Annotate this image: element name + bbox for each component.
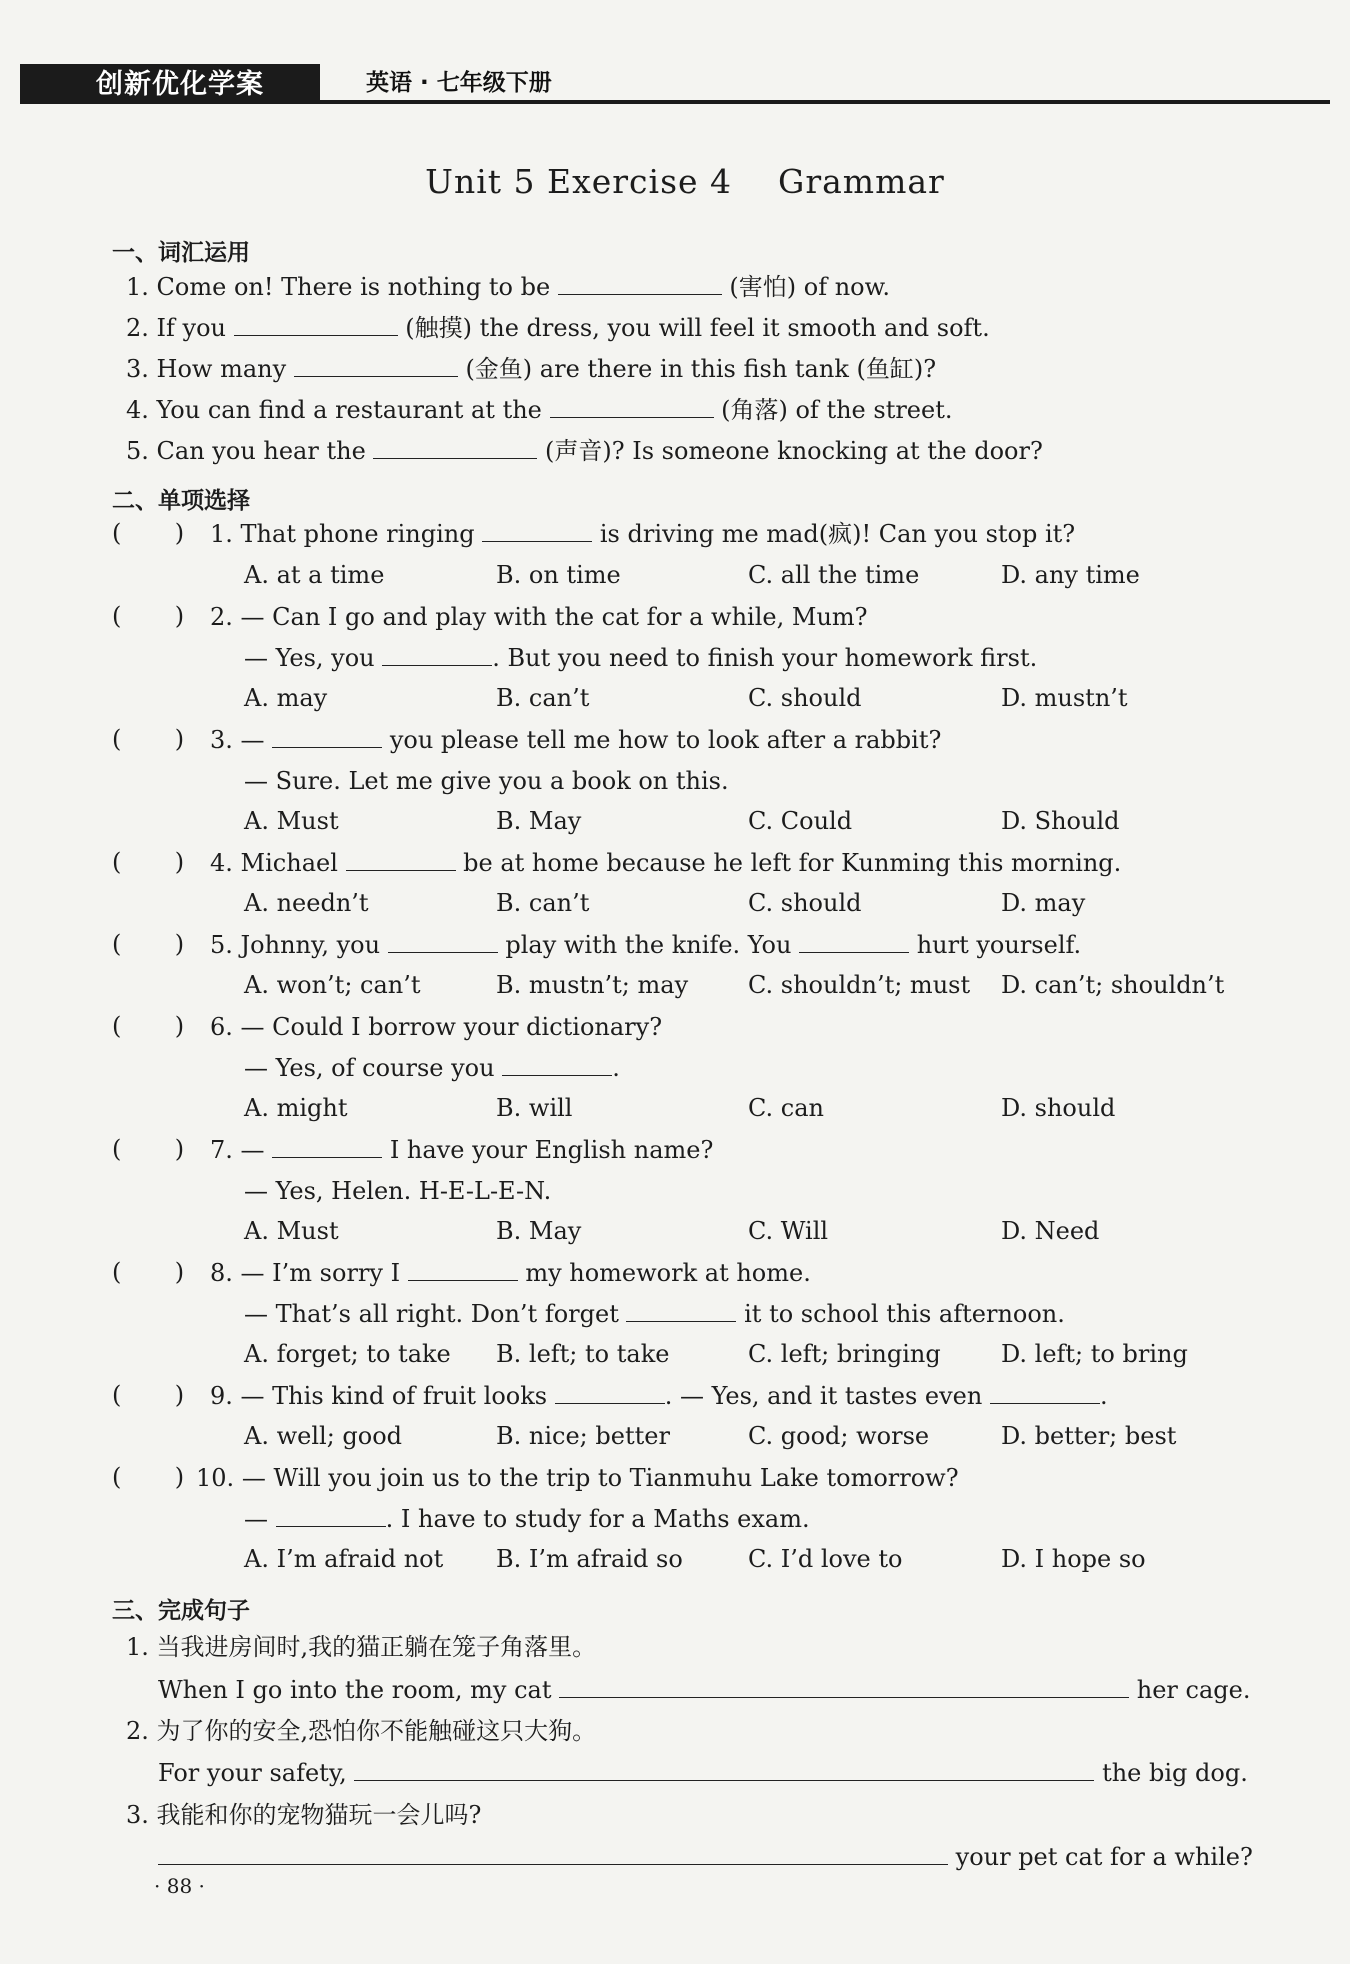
option[interactable]: D. Should [1001, 807, 1120, 835]
choice-q6-line2: — Yes, of course you . [244, 1054, 620, 1082]
option[interactable]: B. on time [496, 561, 621, 589]
option[interactable]: A. needn’t [244, 889, 369, 917]
complete-item-1-en: When I go into the room, my cat her cage. [158, 1676, 1251, 1704]
answer-paren[interactable]: ( ) [112, 519, 185, 547]
option[interactable]: C. Could [748, 807, 853, 835]
option[interactable]: D. may [1001, 889, 1086, 917]
option[interactable]: C. all the time [748, 561, 920, 589]
subject-label: 英语 · 七年级下册 [366, 70, 552, 96]
answer-paren[interactable]: ( ) [112, 1381, 185, 1409]
option[interactable]: C. should [748, 889, 862, 917]
page-title: Unit 5 Exercise 4 Grammar [425, 162, 945, 201]
complete-item-3-cn: 3. 我能和你的宠物猫玩一会儿吗? [126, 1801, 482, 1829]
complete-item-2-cn: 2. 为了你的安全,恐怕你不能触碰这只大狗。 [126, 1717, 597, 1745]
option[interactable]: D. left; to bring [1001, 1340, 1188, 1368]
complete-item-2-en: For your safety, the big dog. [158, 1759, 1248, 1787]
option[interactable]: B. May [496, 807, 582, 835]
choice-q3-line1: 3. — you please tell me how to look after a rabbit? [210, 726, 942, 754]
answer-paren[interactable]: ( ) [112, 1012, 185, 1040]
choice-q8-line1: 8. — I’m sorry I my homework at home. [210, 1259, 811, 1287]
brand-logo: 创新优化学案 [96, 69, 264, 100]
choice-q2-line2: — Yes, you . But you need to finish your homework first. [244, 644, 1038, 672]
answer-blank[interactable] [158, 1842, 948, 1865]
option[interactable]: A. won’t; can’t [244, 971, 421, 999]
choice-q8-line2: — That’s all right. Don’t forget it to school this afternoon. [244, 1300, 1065, 1328]
section-heading-complete: 三、完成句子 [112, 1598, 250, 1624]
option[interactable]: A. Must [244, 1217, 339, 1245]
choice-q4: 4. Michael be at home because he left for Kunming this morning. [210, 849, 1122, 877]
option[interactable]: D. can’t; shouldn’t [1001, 971, 1225, 999]
answer-blank[interactable] [559, 1675, 1129, 1698]
answer-blank[interactable] [354, 1758, 1094, 1781]
option[interactable]: B. I’m afraid so [496, 1545, 683, 1573]
choice-q9: 9. — This kind of fruit looks . — Yes, and it tastes even . [210, 1382, 1108, 1410]
answer-paren[interactable]: ( ) [112, 725, 185, 753]
complete-item-3-en: your pet cat for a while? [158, 1842, 1253, 1872]
choice-q3-line2: — Sure. Let me give you a book on this. [244, 767, 729, 795]
option[interactable]: A. at a time [244, 561, 385, 589]
option[interactable]: D. mustn’t [1001, 684, 1128, 712]
option[interactable]: A. forget; to take [244, 1340, 451, 1368]
option[interactable]: D. better; best [1001, 1422, 1177, 1450]
option[interactable]: A. well; good [244, 1422, 403, 1450]
option[interactable]: C. Will [748, 1217, 829, 1245]
answer-blank[interactable] [373, 436, 537, 459]
answer-paren[interactable]: ( ) [112, 1258, 185, 1286]
page-number: · 88 · [154, 1874, 205, 1898]
vocab-item-5: 5. Can you hear the (声音)? Is someone knocking at the door? [126, 437, 1043, 465]
choice-q1: 1. That phone ringing is driving me mad(疯)! Can you stop it? [210, 520, 1076, 548]
option[interactable]: C. shouldn’t; must [748, 971, 971, 999]
option[interactable]: A. may [244, 684, 328, 712]
option[interactable]: A. Must [244, 807, 339, 835]
complete-item-1-cn: 1. 当我进房间时,我的猫正躺在笼子角落里。 [126, 1633, 597, 1661]
choice-q7-line1: 7. — I have your English name? [210, 1136, 714, 1164]
choice-q5: 5. Johnny, you play with the knife. You hurt yourself. [210, 931, 1082, 959]
option[interactable]: D. I hope so [1001, 1545, 1146, 1573]
vocab-item-2: 2. If you (触摸) the dress, you will feel it smooth and soft. [126, 314, 990, 342]
choice-q10-line2: — . I have to study for a Maths exam. [244, 1505, 810, 1533]
option[interactable]: A. I’m afraid not [244, 1545, 444, 1573]
option[interactable]: C. I’d love to [748, 1545, 903, 1573]
choice-q6-line1: 6. — Could I borrow your dictionary? [210, 1013, 663, 1041]
choice-q10-line1: 10. — Will you join us to the trip to Tianmuhu Lake tomorrow? [196, 1464, 959, 1492]
answer-paren[interactable]: ( ) [112, 602, 185, 630]
option[interactable]: A. might [244, 1094, 348, 1122]
choice-q7-line2: — Yes, Helen. H-E-L-E-N. [244, 1177, 552, 1205]
option[interactable]: B. can’t [496, 684, 590, 712]
option[interactable]: B. will [496, 1094, 573, 1122]
option[interactable]: B. left; to take [496, 1340, 670, 1368]
option[interactable]: D. should [1001, 1094, 1116, 1122]
answer-blank[interactable] [234, 313, 398, 336]
option[interactable]: C. good; worse [748, 1422, 930, 1450]
answer-blank[interactable] [294, 354, 458, 377]
vocab-item-3: 3. How many (金鱼) are there in this fish tank (鱼缸)? [126, 355, 937, 383]
option[interactable]: C. left; bringing [748, 1340, 941, 1368]
answer-paren[interactable]: ( ) [112, 930, 185, 958]
option[interactable]: C. can [748, 1094, 824, 1122]
choice-q2-line1: 2. — Can I go and play with the cat for a while, Mum? [210, 603, 868, 631]
vocab-item-1: 1. Come on! There is nothing to be (害怕) of now. [126, 273, 890, 301]
option[interactable]: D. Need [1001, 1217, 1100, 1245]
option[interactable]: B. nice; better [496, 1422, 670, 1450]
option[interactable]: D. any time [1001, 561, 1140, 589]
section-heading-vocab: 一、词汇运用 [112, 240, 250, 266]
option[interactable]: B. May [496, 1217, 582, 1245]
answer-paren[interactable]: ( ) [112, 1463, 185, 1491]
answer-paren[interactable]: ( ) [112, 848, 185, 876]
answer-paren[interactable]: ( ) [112, 1135, 185, 1163]
answer-blank[interactable] [558, 272, 722, 295]
vocab-item-4: 4. You can find a restaurant at the (角落) of the street. [126, 396, 953, 424]
option[interactable]: B. can’t [496, 889, 590, 917]
section-heading-choice: 二、单项选择 [112, 488, 250, 514]
answer-blank[interactable] [550, 395, 714, 418]
option[interactable]: C. should [748, 684, 862, 712]
option[interactable]: B. mustn’t; may [496, 971, 689, 999]
